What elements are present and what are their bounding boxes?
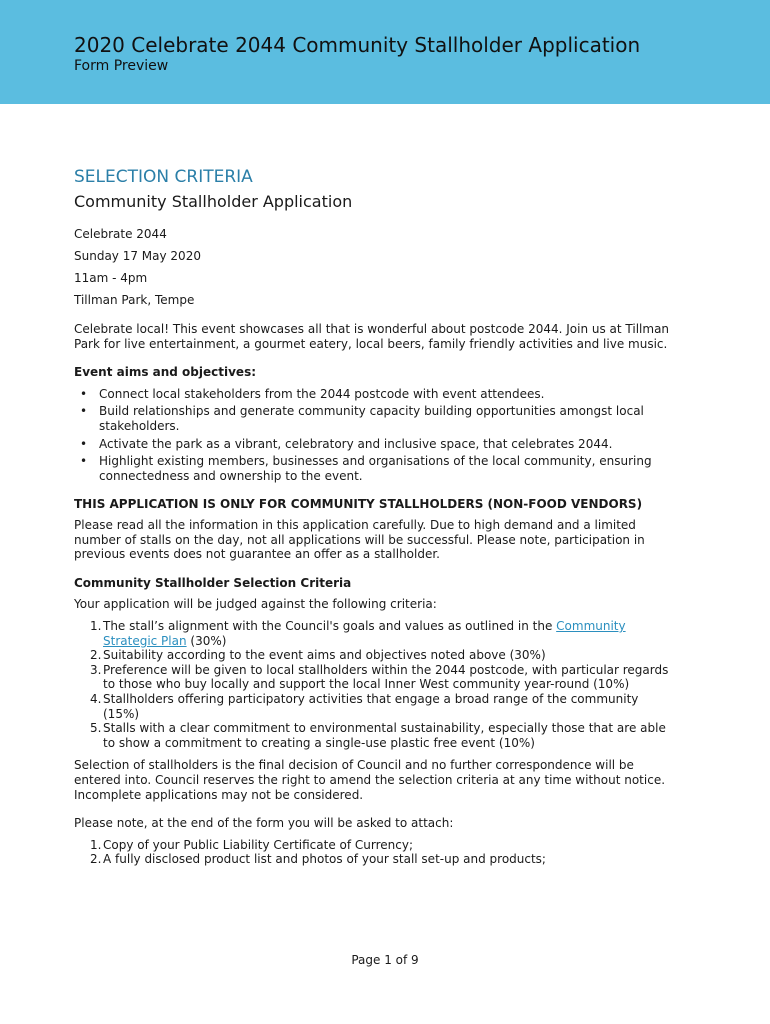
criteria-list xyxy=(74,619,674,750)
criteria-text: Stallholders offering participatory activities that engage a broad range of the community (15%) xyxy=(103,691,639,721)
list-item xyxy=(74,619,674,648)
list-item xyxy=(74,838,674,853)
list-item: • Highlight existing members, businesses and organisations of the local community, ensuring connectedness and ownership to the event. xyxy=(74,454,674,483)
attach-text: A fully disclosed product list and photos of your stall set-up and products; xyxy=(103,852,546,867)
criteria-text: Preference will be given to local stallholders within the 2044 postcode, with particular regards to those who buy locally and support the local Inner West community year-round (10%) xyxy=(103,662,669,692)
list-number: 5. xyxy=(90,721,102,736)
list-item: • Activate the park as a vibrant, celebratory and inclusive space, that celebrates 2044. xyxy=(74,437,674,452)
page-number: Page 1 of 9 xyxy=(351,953,419,967)
event-date: Sunday 17 May 2020 xyxy=(74,249,201,264)
criteria-weight: (30%) xyxy=(186,633,227,648)
selection-paragraph: Selection of stallholders is the final decision of Council and no further correspondence will be entered into. Council reserves the right to amend the selection criteria at any time without notice. Incomplete applications may not be considered. xyxy=(74,758,666,802)
list-item: • Build relationships and generate community capacity building opportunities amongst local stakeholders. xyxy=(74,404,674,433)
section-heading: SELECTION CRITERIA xyxy=(74,167,253,187)
event-location: Tillman Park, Tempe xyxy=(74,293,195,308)
objectives-label: Event aims and objectives: xyxy=(74,365,257,380)
list-number: 2. xyxy=(90,648,102,663)
eligibility-notice: THIS APPLICATION IS ONLY FOR COMMUNITY STALLHOLDERS (NON-FOOD VENDORS) xyxy=(74,497,643,512)
community-strategic-plan-link[interactable]: Community Strategic Plan xyxy=(103,618,626,648)
list-number: 4. xyxy=(90,691,102,706)
form-subtitle: Form Preview xyxy=(74,58,169,74)
attach-text: Copy of your Public Liability Certificate of Currency; xyxy=(103,837,414,852)
header-banner xyxy=(0,0,770,104)
list-number: 3. xyxy=(90,662,102,677)
form-title: 2020 Celebrate 2044 Community Stallholder Application xyxy=(74,33,641,57)
objectives-list xyxy=(74,387,674,484)
list-item xyxy=(74,721,674,750)
criteria-intro: Your application will be judged against the following criteria: xyxy=(74,597,437,612)
list-number: 2. xyxy=(90,852,102,867)
list-number: 1. xyxy=(90,618,102,633)
list-item: • Connect local stakeholders from the 2044 postcode with event attendees. xyxy=(74,387,674,402)
event-time: 11am - 4pm xyxy=(74,271,148,286)
event-name: Celebrate 2044 xyxy=(74,227,167,242)
criteria-text: The stall’s alignment with the Council's goals and values as outlined in the xyxy=(103,618,557,633)
list-number: 1. xyxy=(90,837,102,852)
form-content xyxy=(74,167,674,867)
criteria-text: Stalls with a clear commitment to environmental sustainability, especially those that are able to show a commitment to creating a single-use plastic free event (10%) xyxy=(103,721,666,750)
list-item xyxy=(74,692,674,721)
read-carefully-paragraph: Please read all the information in this application carefully. Due to high demand and a limited number of stalls on the day, not all applications will be successful. Please note, participation in previous events does not guarantee an offer as a stallholder. xyxy=(74,518,645,562)
section-subheading: Community Stallholder Application xyxy=(74,191,353,211)
criteria-label: Community Stallholder Selection Criteria xyxy=(74,575,352,590)
criteria-text: Suitability according to the event aims and objectives noted above (30%) xyxy=(103,648,546,663)
list-item xyxy=(74,852,674,867)
list-item xyxy=(74,648,674,663)
attach-list xyxy=(74,838,674,867)
intro-paragraph: Celebrate local! This event showcases all that is wonderful about postcode 2044. Join us at Tillman Park for live entertainment, a gourmet eatery, local beers, family friendly activities and live music. xyxy=(74,322,670,351)
list-item xyxy=(74,663,674,692)
attach-intro: Please note, at the end of the form you will be asked to attach: xyxy=(74,816,454,831)
event-info xyxy=(74,227,674,308)
